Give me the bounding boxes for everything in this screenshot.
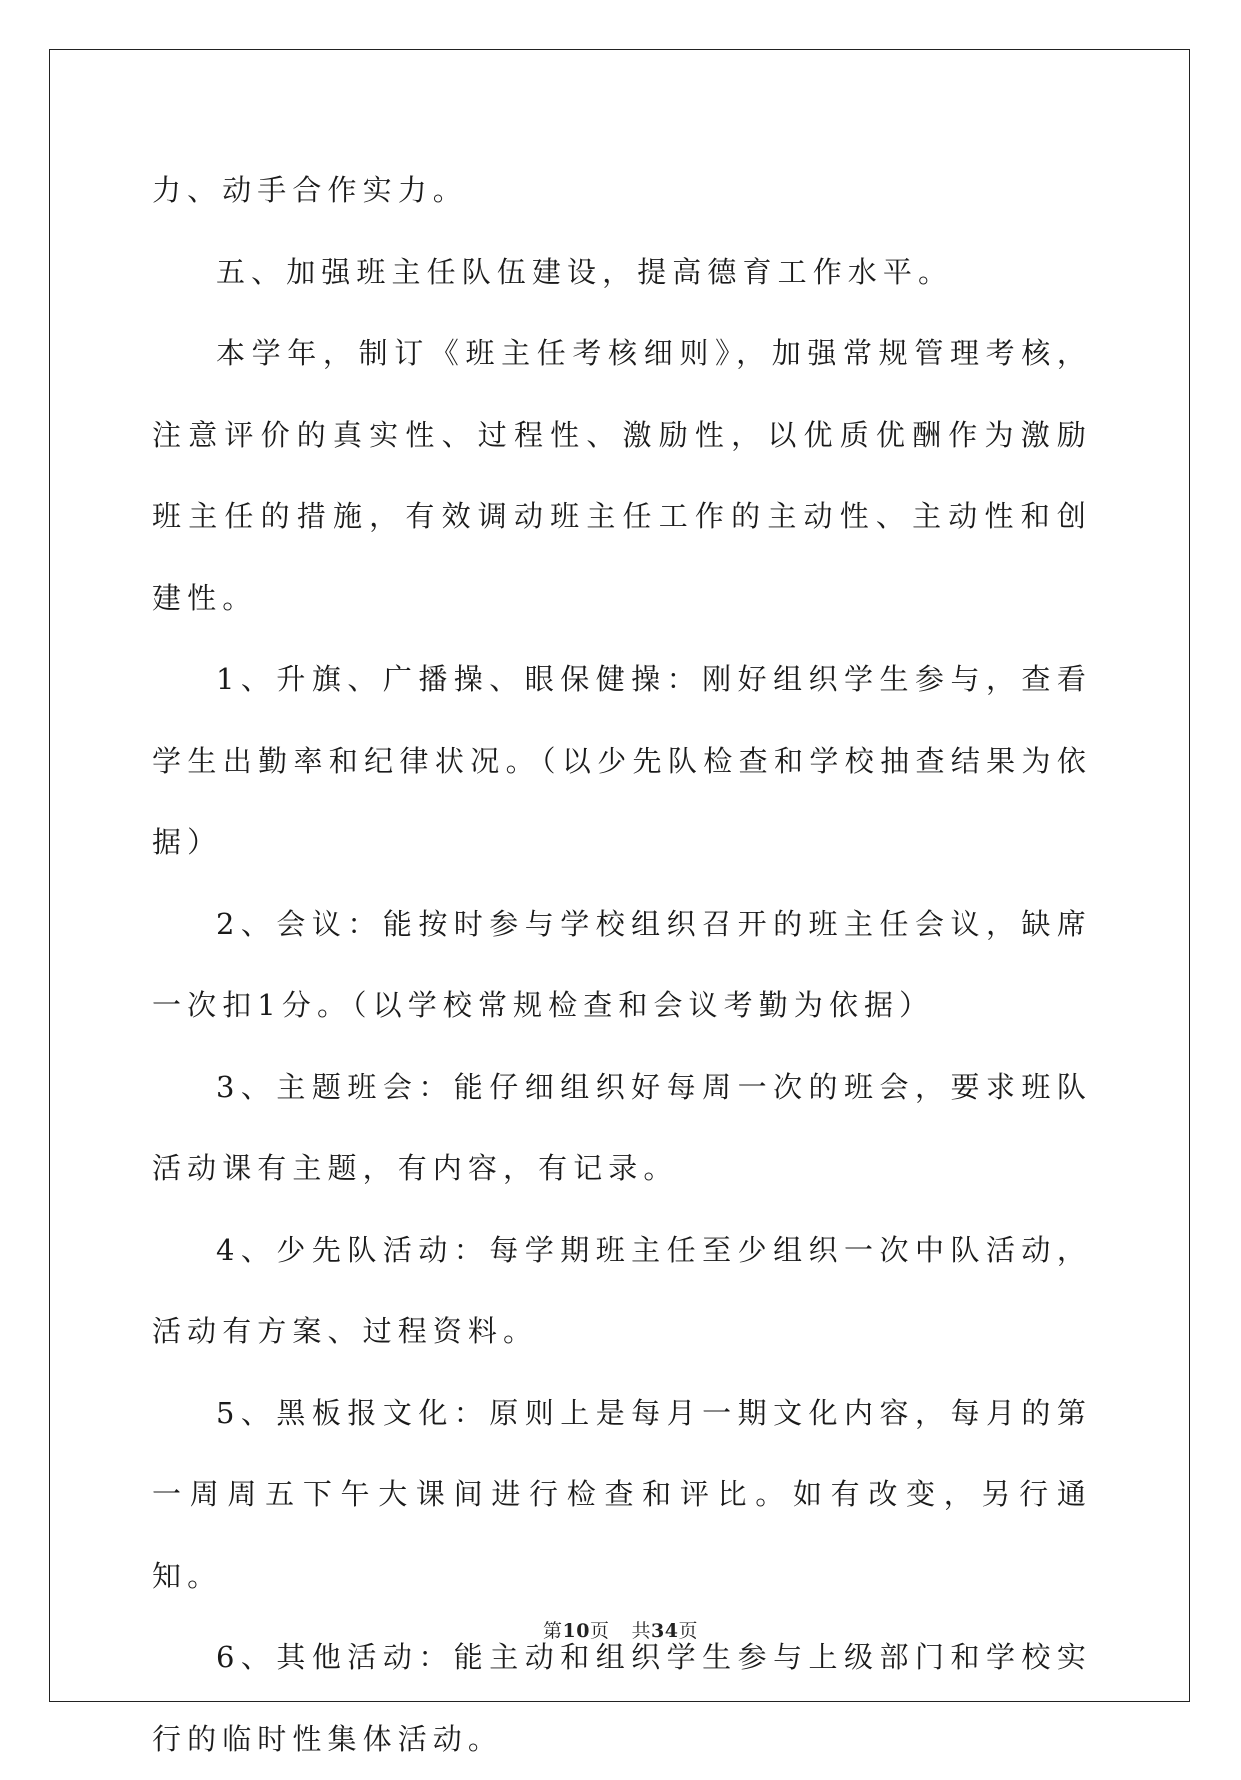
footer-page-suffix: 页 [589,1620,610,1642]
list-item-blackboard: 5、黑板报文化：原则上是每月一期文化内容，每月的第一周周五下午大课间进行检查和评比。如有改变，另行通知。 [152,1395,1092,1593]
section-heading-five: 五、加强班主任队伍建设，提高德育工作水平。 [216,254,954,289]
paragraph-continuation: 力、动手合作实力。 [152,173,468,207]
current-page-number: 10 [562,1620,590,1642]
list-item-meetings: 2、会议：能按时参与学校组织召开的班主任会议，缺席一次扣1分。（以学校常规检查和会议考勤为依据） [152,906,1092,1022]
total-pages-number: 34 [651,1620,679,1642]
list-item-class-meeting: 3、主题班会：能仔细组织好每周一次的班会，要求班队活动课有主题，有内容，有记录。 [152,1069,1092,1185]
document-body [152,150,1092,1780]
page-footer [0,1616,1241,1643]
list-item-young-pioneers: 4、少先队活动：每学期班主任至少组织一次中队活动，活动有方案、过程资料。 [152,1232,1092,1348]
footer-total-prefix: 共 [631,1620,652,1642]
list-item-other-activities: 6、其他活动：能主动和组织学生参与上级部门和学校实行的临时性集体活动。 [152,1640,1092,1756]
footer-total-suffix: 页 [678,1620,698,1642]
footer-prefix: 第 [543,1620,563,1642]
list-item-flag-raising: 1、升旗、广播操、眼保健操：刚好组织学生参与，查看学生出勤率和纪律状况。（以少先队检查和学校抽查结果为依据） [152,662,1092,859]
paragraph-assessment-rules: 本学年，制订《班主任考核细则》，加强常规管理考核，注意评价的真实性、过程性、激励性，以优质优酬作为激励班主任的措施，有效调动班主任工作的主动性、主动性和创建性。 [152,336,1092,615]
